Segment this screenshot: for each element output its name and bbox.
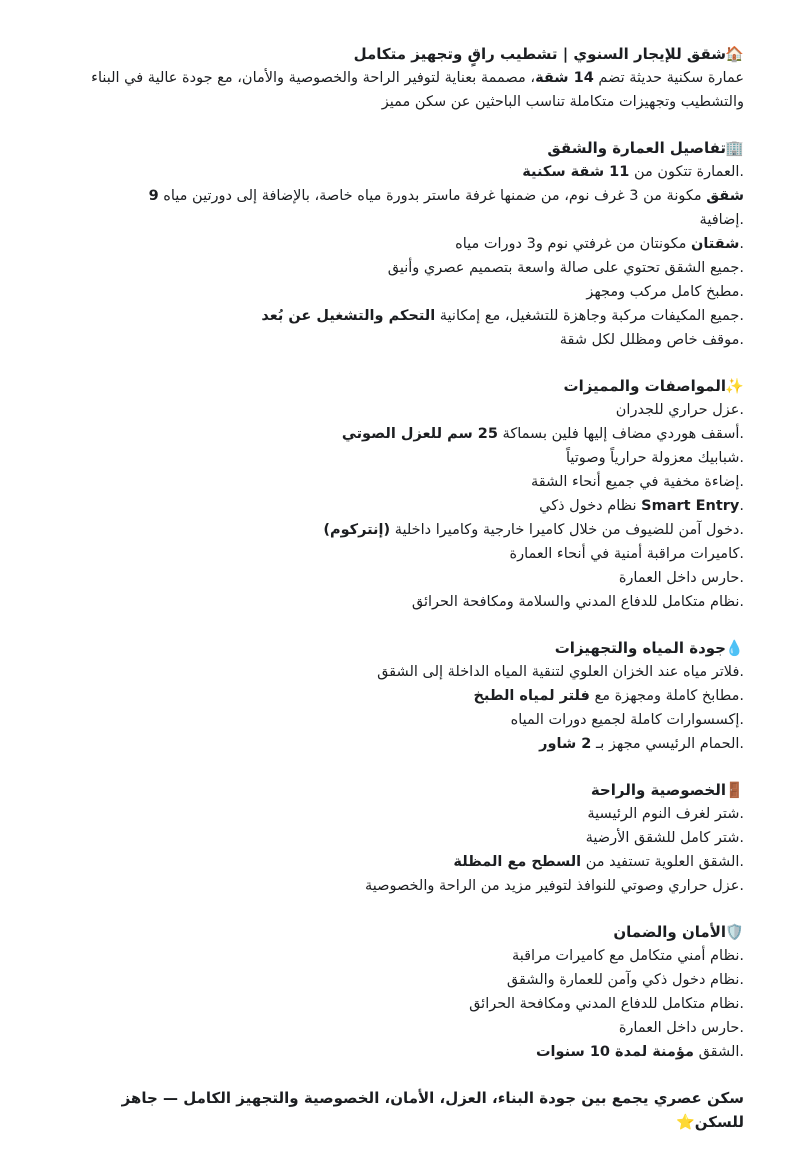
list-item: .عزل حراري وصوتي للنوافذ لتوفير مزيد من الراحة والخصوصية — [365, 878, 744, 894]
list-item: .شبابيك معزولة حرارياً وصوتياً — [565, 450, 744, 466]
water-drop-icon: 💧 — [725, 639, 744, 657]
intro-section — [80, 42, 744, 114]
list-item: .نظام متكامل للدفاع المدني والسلامة ومكافحة الحرائق — [411, 594, 744, 610]
features-heading — [80, 374, 744, 398]
intro-apartment-count: 14 شقة — [535, 70, 594, 86]
list-item: .موقف خاص ومظلل لكل شقة — [559, 332, 744, 348]
house-icon: 🏠 — [725, 45, 744, 63]
list-item: .شتر لغرف النوم الرئيسية — [587, 806, 744, 822]
privacy-heading-text: الخصوصية والراحة — [590, 781, 726, 799]
list-item: .الشقق العلوية تستفيد من السطح مع المظلة — [453, 854, 744, 870]
office-building-icon: 🏢 — [725, 139, 744, 157]
list-item: .جميع الشقق تحتوي على صالة واسعة بتصميم عصري وأنيق — [387, 260, 744, 276]
list-item: .أسقف هوردي مضاف إليها فلين بسماكة 25 سم للعزل الصوتي — [341, 426, 744, 442]
building-section — [80, 136, 744, 352]
building-heading-text: تفاصيل العمارة والشقق — [547, 139, 726, 157]
list-item: .إضاءة مخفية في جميع أنحاء الشقة — [530, 474, 744, 490]
listing-title — [80, 42, 744, 66]
privacy-section — [80, 778, 744, 898]
closing-text: سكن عصري يجمع بين جودة البناء، العزل، الأمان، الخصوصية والتجهيز الكامل — جاهز للسكن — [121, 1089, 744, 1131]
list-item: .الشقق مؤمنة لمدة 10 سنوات — [535, 1044, 744, 1060]
shield-icon: 🛡️ — [725, 923, 744, 941]
list-item: .حارس داخل العمارة — [618, 570, 744, 586]
features-heading-text: المواصفات والمميزات — [563, 377, 726, 395]
list-item: .مطبخ كامل مركب ومجهز — [586, 284, 744, 300]
water-heading — [80, 636, 744, 660]
list-item: .مطابخ كاملة ومجهزة مع فلتر لمياه الطبخ — [473, 688, 744, 704]
sparkles-icon: ✨ — [725, 377, 744, 395]
list-item: .الحمام الرئيسي مجهز بـ 2 شاور — [539, 736, 744, 752]
list-item: .عزل حراري للجدران — [615, 402, 744, 418]
listing-title-text: شقق للإيجار السنوي | تشطيب راقٍ وتجهيز متكامل — [353, 45, 726, 63]
list-item: .نظام أمني متكامل مع كاميرات مراقبة — [511, 948, 744, 964]
water-heading-text: جودة المياه والتجهيزات — [554, 639, 726, 657]
security-heading-text: الأمان والضمان — [613, 923, 726, 941]
list-item: .حارس داخل العمارة — [618, 1020, 744, 1036]
building-heading — [80, 136, 744, 160]
closing-statement — [80, 1086, 744, 1134]
list-item: .إكسسوارات كاملة لجميع دورات المياه — [510, 712, 744, 728]
water-section — [80, 636, 744, 756]
list-item: .Smart Entry نظام دخول ذكي — [539, 498, 744, 514]
security-section — [80, 920, 744, 1064]
list-item: .نظام دخول ذكي وآمن للعمارة والشقق — [506, 972, 744, 988]
list-item: .دخول آمن للضيوف من خلال كاميرا خارجية وكاميرا داخلية (إنتركوم) — [323, 522, 744, 538]
list-item: .نظام متكامل للدفاع المدني ومكافحة الحرائق — [469, 996, 744, 1012]
list-item: .شقتان مكونتان من غرفتي نوم و3 دورات مياه — [455, 236, 744, 252]
list-item: .العمارة تتكون من 11 شقة سكنية — [522, 164, 744, 180]
list-item: .كاميرات مراقبة أمنية في أنحاء العمارة — [509, 546, 744, 562]
privacy-heading — [80, 778, 744, 802]
intro-text-1: عمارة سكنية حديثة تضم — [593, 70, 744, 86]
list-item: .شتر كامل للشقق الأرضية — [585, 830, 744, 846]
list-item: .فلاتر مياه عند الخزان العلوي لتنقية المياه الداخلة إلى الشقق — [377, 664, 744, 680]
intro-text-2: ، مصممة بعناية لتوفير الراحة والخصوصية والأمان، مع جودة عالية في البناء والتشطيب وتجهيزات متكاملة تناسب الباحثين عن سكن مميز — [91, 70, 744, 110]
list-item: .جميع المكيفات مركبة وجاهزة للتشغيل، مع إمكانية التحكم والتشغيل عن بُعد — [261, 308, 744, 324]
intro-paragraph — [80, 66, 744, 114]
features-section — [80, 374, 744, 614]
security-heading — [80, 920, 744, 944]
door-icon: 🚪 — [725, 781, 744, 799]
list-item: شقق مكونة من 3 غرف نوم، من ضمنها غرفة ماستر بدورة مياه خاصة، بالإضافة إلى دورتين مياه 9 — [148, 188, 744, 204]
list-item: .إضافية — [699, 212, 744, 228]
star-icon: ⭐ — [676, 1113, 695, 1131]
